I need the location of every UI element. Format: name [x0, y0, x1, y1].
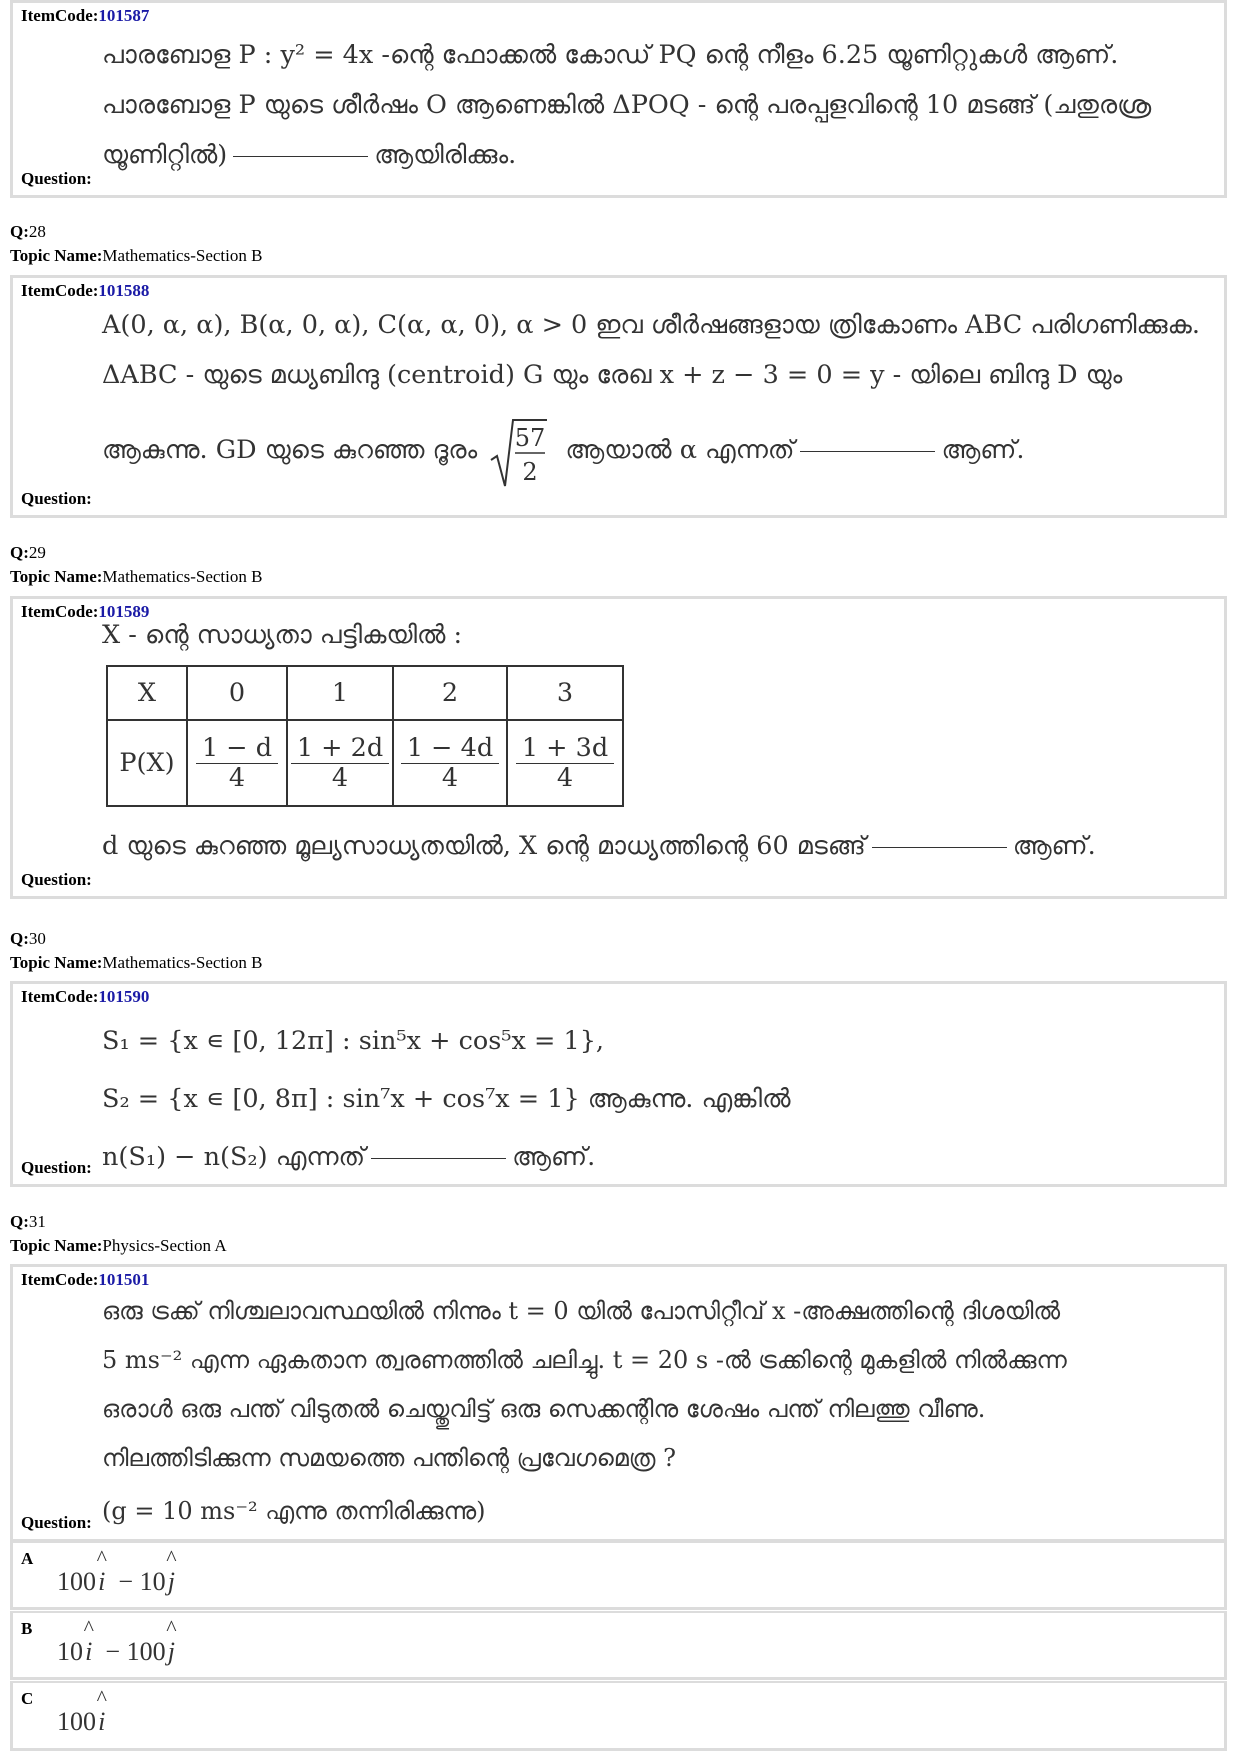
sqrt-fraction	[489, 401, 547, 501]
item-code: ItemCode:101501	[21, 1270, 150, 1289]
answer-blank	[800, 451, 935, 452]
answer-blank	[371, 1158, 506, 1159]
option-c[interactable]	[10, 1681, 1227, 1751]
table-cell	[187, 720, 287, 806]
question-line: നിലത്തിടിക്കുന്ന സമയത്തെ പന്തിന്റെ പ്രവേഗമെത്ര ?	[102, 1444, 676, 1472]
answer-blank	[872, 847, 1007, 848]
sqrt-denominator: 2	[522, 458, 538, 486]
table-cell: X	[107, 666, 187, 720]
unit-vector-i: ^ i	[98, 1707, 105, 1737]
question-line: ആണ്.	[512, 1142, 596, 1172]
question-number: Q:28	[10, 222, 46, 241]
question-line: 5 ms⁻² എന്ന ഏകതാന ത്വരണത്തിൽ ചലിച്ചു. t = 20 s -ൽ ട്രക്കിന്റെ മുകളിൽ നിൽക്കുന്ന	[102, 1346, 1067, 1374]
question-line: S₂ = {x ∊ [0, 8π] : sin⁷x + cos⁷x = 1} ആകുന്നു. എങ്കിൽ	[102, 1084, 791, 1114]
question-label: Question:	[21, 1513, 92, 1532]
question-line: X - ന്റെ സാധ്യതാ പട്ടികയിൽ :	[102, 620, 463, 650]
question-number: Q:29	[10, 543, 46, 562]
item-code: ItemCode:101587	[21, 6, 150, 25]
question-line: ΔABC - യുടെ മധ്യബിന്ദു (centroid) G യും രേഖ x + z − 3 = 0 = y - യിലെ ബിന്ദു D യും	[102, 360, 1123, 390]
question-number: Q:31	[10, 1212, 46, 1231]
table-cell: 1	[287, 666, 393, 720]
question-line: A(0, α, α), B(α, 0, α), C(α, α, 0), α > 0 ഇവ ശീർഷങ്ങളായ ത്രികോണം ABC പരിഗണിക്കുക.	[102, 310, 1200, 340]
item-code: ItemCode:101589	[21, 602, 150, 621]
question-text	[102, 300, 1212, 500]
question-label: Question:	[21, 1158, 92, 1177]
question-line: പാരബോള P യുടെ ശീർഷം O ആണെങ്കിൽ ΔPOQ - ന്റെ പരപ്പളവിന്റെ 10 മടങ്ങ് (ചതുരശ്ര	[102, 90, 1152, 120]
question-box-101587	[10, 0, 1227, 198]
question-box-101589	[10, 596, 1227, 899]
unit-vector-j: ^ j	[168, 1637, 175, 1667]
question-line: d യുടെ കുറഞ്ഞ മൂല്യസാധ്യതയിൽ, X ന്റെ മാധ്യത്തിന്റെ 60 മടങ്ങ്	[102, 831, 866, 861]
question-text	[102, 1287, 1212, 1539]
table-cell	[287, 720, 393, 806]
table-cell	[507, 720, 623, 806]
question-box-101590	[10, 981, 1227, 1187]
question-label: Question:	[21, 489, 92, 508]
sqrt-icon	[489, 416, 547, 488]
question-line: S₁ = {x ∊ [0, 12π] : sin⁵x + cos⁵x = 1},	[102, 1026, 605, 1056]
topic-name: Topic Name:Mathematics-Section B	[10, 246, 263, 265]
question-line: ഒരാൾ ഒരു പന്ത് വിടുതൽ ചെയ്തുവിട്ട് ഒരു സെക്കന്റിനു ശേഷം പന്ത് നിലത്തു വീണു.	[102, 1395, 986, 1423]
question-text	[102, 1012, 1212, 1186]
sqrt-numerator: 57	[515, 424, 546, 452]
question-line: (g = 10 ms⁻² എന്നു തന്നിരിക്കുന്നു)	[102, 1497, 486, 1525]
question-line: പാരബോള P : y² = 4x -ന്റെ ഫോക്കൽ കോഡ് PQ ന്റെ നീളം 6.25 യൂണിറ്റുകൾ ആണ്.	[102, 40, 1119, 70]
fraction: $\frac{1 - d}{4}$	[196, 734, 278, 791]
option-text: 100 ^ i − 10 ^ j	[57, 1567, 175, 1597]
question-number: Q:30	[10, 929, 46, 948]
option-text: 100 ^ i	[57, 1707, 105, 1737]
unit-vector-i: ^ i	[98, 1567, 105, 1597]
option-b[interactable]	[10, 1611, 1227, 1680]
question-box-101588	[10, 275, 1227, 518]
question-line: യൂണിറ്റിൽ)	[102, 140, 228, 170]
table-cell	[393, 720, 507, 806]
unit-vector-j: ^ j	[168, 1567, 175, 1597]
fraction: $\frac{1 + 3d}{4}$	[516, 734, 614, 791]
option-letter: B	[21, 1619, 33, 1638]
fraction: $\frac{1 + 2d}{4}$	[291, 734, 389, 791]
question-label: Question:	[21, 870, 92, 889]
table-cell: 0	[187, 666, 287, 720]
option-letter: C	[21, 1689, 34, 1708]
topic-name: Topic Name:Mathematics-Section B	[10, 953, 263, 972]
question-line: ആണ്.	[941, 435, 1025, 465]
question-line: ഒരു ട്രക്ക് നിശ്ചലാവസ്ഥയിൽ നിന്നും t = 0 യിൽ പോസിറ്റീവ് x -അക്ഷത്തിന്റെ ദിശയിൽ	[102, 1297, 1061, 1325]
option-a[interactable]	[10, 1541, 1227, 1610]
question-line: ആയിരിക്കും.	[374, 140, 517, 170]
unit-vector-i: ^ i	[85, 1637, 92, 1667]
question-label: Question:	[21, 169, 92, 188]
probability-table	[106, 665, 624, 807]
table-cell: 2	[393, 666, 507, 720]
topic-name: Topic Name:Physics-Section A	[10, 1236, 227, 1255]
question-line: ആകുന്നു. GD യുടെ കുറഞ്ഞ ദൂരം	[102, 435, 478, 465]
option-text: 10 ^ i − 100 ^ j	[57, 1637, 175, 1667]
question-line: n(S₁) − n(S₂) എന്നത്	[102, 1142, 366, 1172]
table-cell: P(X)	[107, 720, 187, 806]
topic-name: Topic Name:Mathematics-Section B	[10, 567, 263, 586]
question-line: ആയാൽ α എന്നത്	[565, 435, 795, 465]
fraction: $\frac{1 - 4d}{4}$	[401, 734, 499, 791]
table-cell: 3	[507, 666, 623, 720]
answer-blank	[233, 156, 368, 157]
question-line: ആണ്.	[1012, 831, 1096, 861]
question-text	[102, 615, 1212, 871]
question-text	[102, 30, 1212, 180]
item-code: ItemCode:101590	[21, 987, 150, 1006]
option-letter: A	[21, 1549, 34, 1568]
item-code: ItemCode:101588	[21, 281, 150, 300]
question-box-101501	[10, 1264, 1227, 1542]
